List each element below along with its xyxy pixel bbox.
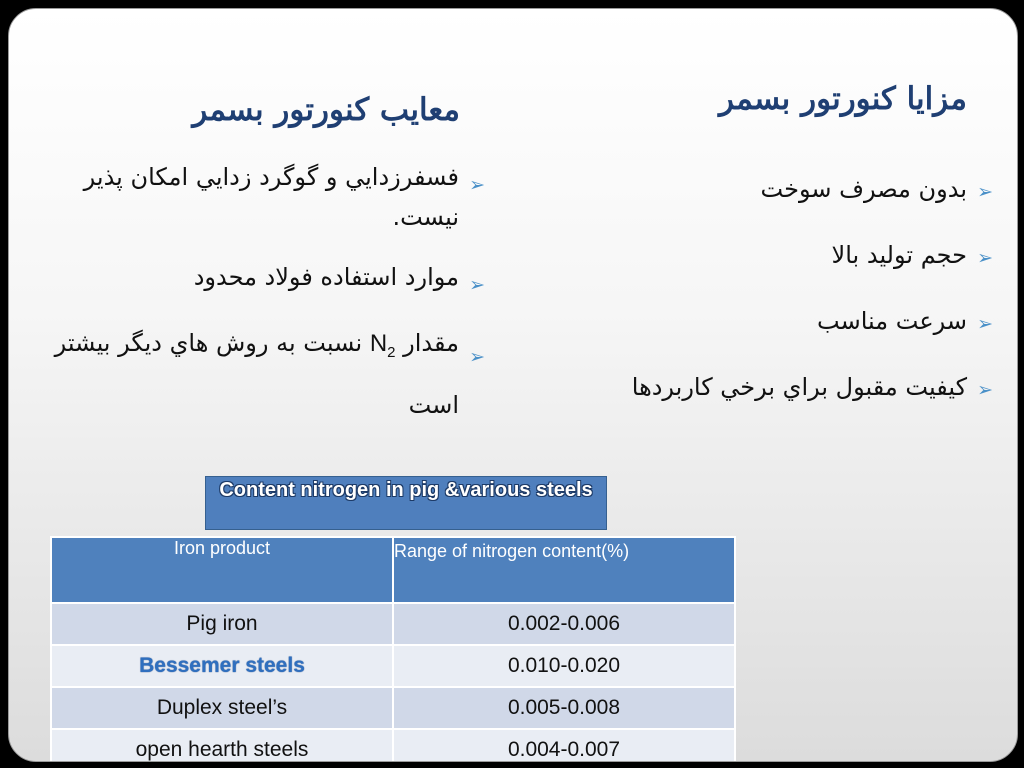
arrow-right-icon: ➢ <box>977 181 993 203</box>
range-cell: 0.002-0.006 <box>393 603 735 645</box>
table-header-row <box>51 537 735 603</box>
list-item <box>35 257 485 297</box>
column-header-range: Range of nitrogen content(%) <box>393 537 735 603</box>
arrow-right-icon: ➢ <box>469 274 485 296</box>
arrow-right-icon: ➢ <box>977 379 993 401</box>
range-cell: 0.004-0.007 <box>393 729 735 762</box>
table-row <box>51 645 735 687</box>
list-item <box>35 317 485 431</box>
disadvantages-heading: معايب كنورتور بسمر <box>192 92 460 128</box>
arrow-right-icon: ➢ <box>977 247 993 269</box>
disadvantages-list <box>35 157 485 451</box>
bullet-text: فسفرزدايي و گوگرد زدايي امكان پذير نيست. <box>83 163 459 231</box>
arrow-right-icon: ➢ <box>469 346 485 368</box>
product-cell: open hearth steels <box>51 729 393 762</box>
product-cell: Pig iron <box>51 603 393 645</box>
list-item <box>553 174 993 204</box>
list-item <box>35 157 485 237</box>
bullet-text: موارد استفاده فولاد محدود <box>193 263 459 291</box>
product-cell: Duplex steel’s <box>51 687 393 729</box>
advantages-list <box>553 174 993 438</box>
nitrogen-table <box>50 536 736 762</box>
list-item <box>553 372 993 402</box>
list-item <box>553 306 993 336</box>
arrow-right-icon: ➢ <box>469 174 485 196</box>
nitrogen-formula: $N_2$ <box>369 330 396 361</box>
bullet-text: حجم توليد بالا <box>831 241 967 269</box>
product-cell <box>51 645 393 687</box>
column-header-product: Iron product <box>51 537 393 603</box>
range-cell: 0.010-0.020 <box>393 645 735 687</box>
table-row <box>51 729 735 762</box>
bullet-text: كيفيت مقبول براي برخي كاربردها <box>631 373 967 401</box>
range-cell: 0.005-0.008 <box>393 687 735 729</box>
advantages-heading: مزايا كنورتور بسمر <box>719 81 967 117</box>
slide <box>8 8 1018 762</box>
table-row <box>51 603 735 645</box>
arrow-right-icon: ➢ <box>977 313 993 335</box>
list-item <box>553 240 993 270</box>
bullet-text: بدون مصرف سوخت <box>760 175 967 203</box>
table-caption: Content nitrogen in pig &various steels <box>205 476 607 530</box>
bullet-text: سرعت مناسب <box>817 307 967 335</box>
bullet-text: مقدار <box>403 329 459 357</box>
table-row <box>51 687 735 729</box>
highlighted-product: Bessemer steels <box>139 654 305 677</box>
bullet-text: نسبت به روش هاي ديگر بيشتر است <box>54 329 459 419</box>
